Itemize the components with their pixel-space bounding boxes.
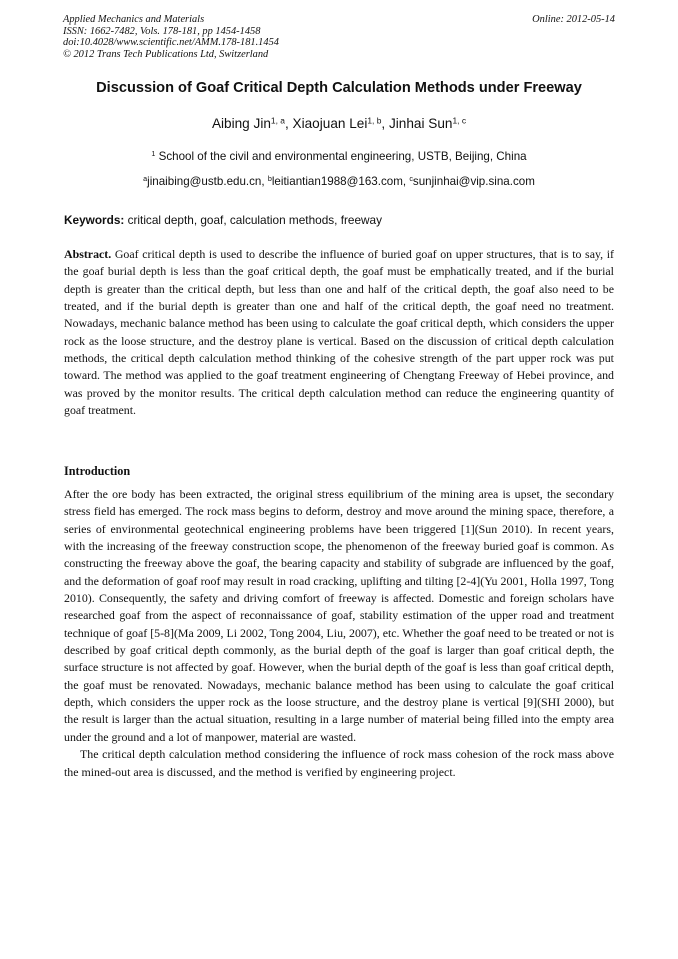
affiliation [40, 150, 638, 163]
author-affil-mark: 1, a [270, 115, 285, 126]
abstract-label: Abstract. [64, 247, 112, 261]
intro-paragraph: After the ore body has been extracted, the original stress equilibrium of the mining area is upset, the secondary stress field has emerged. The rock mass begins to deform, destroy and move around the mining space, therefore, a series of environmental geotechnical engineering problems have been triggered [1](Sun 2010). In recent years, with the increasing of the freeway construction scope, the phenomenon of the freeway buried goaf is common. As constructing the freeway above the goaf, the bearing capacity and stability of subgrade are influenced by the goaf, and the deformation of goaf roof may result in road cracking, uplifting and tilting [2-4](Yu 2001, Holla 1997, Tong 2010). Consequently, the safety and driving comfort of freeway is affected. Domestic and foreign scholars have researched goaf from the aspect of reconnaissance of goaf, stability estimation of the upper road and treatment technique of goaf [5-8](Ma 2009, Li 2002, Tong 2004, Liu, 2007), etc. Whether the goaf need to be treated or not is described by goaf critical depth commonly, as the burial depth of the goaf is larger than goaf critical depth, the surface structure is not affected by goaf. However, when the burial depth of the goaf is less than goaf critical depth, the goaf must be renovated. Nowadays, mechanic balance method has been using to calculate the goaf critical depth, which considers the upper rock as the loose structure, and the destroy plane is vertical [9](SHI 2000), but the result is larger than the actual situation, resulting in a large number of material being filled into the empty area under the ground and a lot of manpower, material are wasted. [64, 487, 614, 744]
abstract [64, 246, 614, 419]
email-address: sunjinhai@vip.sina.com [412, 175, 535, 188]
author-separator: , [381, 116, 389, 131]
email-mark: b [267, 174, 272, 184]
keywords [64, 213, 616, 227]
doi-line: doi:10.4028/www.scientific.net/AMM.178-181.1454 [63, 37, 279, 49]
paper-title: Discussion of Goaf Critical Depth Calculation Methods under Freeway [96, 80, 582, 96]
affiliation-mark: 1 [151, 149, 156, 159]
keywords-text: critical depth, goaf, calculation methods, freeway [124, 213, 383, 227]
affiliation-text: School of the civil and environmental engineering, USTB, Beijing, China [155, 150, 527, 163]
keywords-label: Keywords: [64, 213, 125, 227]
email-separator: , [261, 175, 268, 188]
email-mark: c [409, 174, 413, 184]
email-address: jinaibing@ustb.edu.cn [147, 175, 262, 188]
copyright-line: © 2012 Trans Tech Publications Ltd, Switzerland [63, 48, 269, 60]
journal-name: Applied Mechanics and Materials [63, 14, 205, 25]
author-separator: , [284, 116, 293, 131]
author-name: Aibing Jin [211, 116, 271, 131]
issn-line: ISSN: 1662-7482, Vols. 178-181, pp 1454-1458 [63, 25, 261, 37]
section-heading-introduction: Introduction [64, 464, 131, 478]
author-affil-mark: 1, b [367, 115, 382, 126]
online-date: Online: 2012-05-14 [532, 14, 615, 25]
email-separator: , [402, 175, 410, 188]
intro-paragraph: The critical depth calculation method considering the influence of rock mass cohesion of the rock mass above the mined-out area is discussed, and the method is verified by engineering project. [64, 747, 614, 779]
email-mark: a [143, 174, 148, 184]
author-name: Jinhai Sun [388, 116, 453, 131]
introduction-body [64, 486, 614, 781]
email-list [40, 175, 638, 188]
author-affil-mark: 1, c [452, 115, 467, 126]
journal-header [63, 14, 615, 60]
email-address: leitiantian1988@163.com [271, 175, 403, 188]
author-name: Xiaojuan Lei [292, 116, 368, 131]
author-list [40, 116, 638, 131]
abstract-text: Goaf critical depth is used to describe the influence of buried goaf on upper structures, that is to say, if the goaf burial depth is less than the goaf critical depth, the goaf must be emphatically treated, and if the burial depth is greater than the critical depth, but less than one and half of the critical depth, the goaf also need to be treated, and if the burial depth is greater than one and half of the critical depth, the goaf need no treatment. Nowadays, mechanic balance method has been using to calculate the goaf critical depth, which considers the upper rock as the loose structure, and the destroy plane is vertical. Based on the discussion of critical depth calculation methods, the critical depth calculation method thinking of the cohesive strength of the part upper rock was put toward. The method was applied to the goaf treatment engineering of Chengtang Freeway of Hebei province, and was proved by the monitor results. The critical depth calculation method can reduce the engineering quantity of goaf treatment. [64, 247, 614, 418]
